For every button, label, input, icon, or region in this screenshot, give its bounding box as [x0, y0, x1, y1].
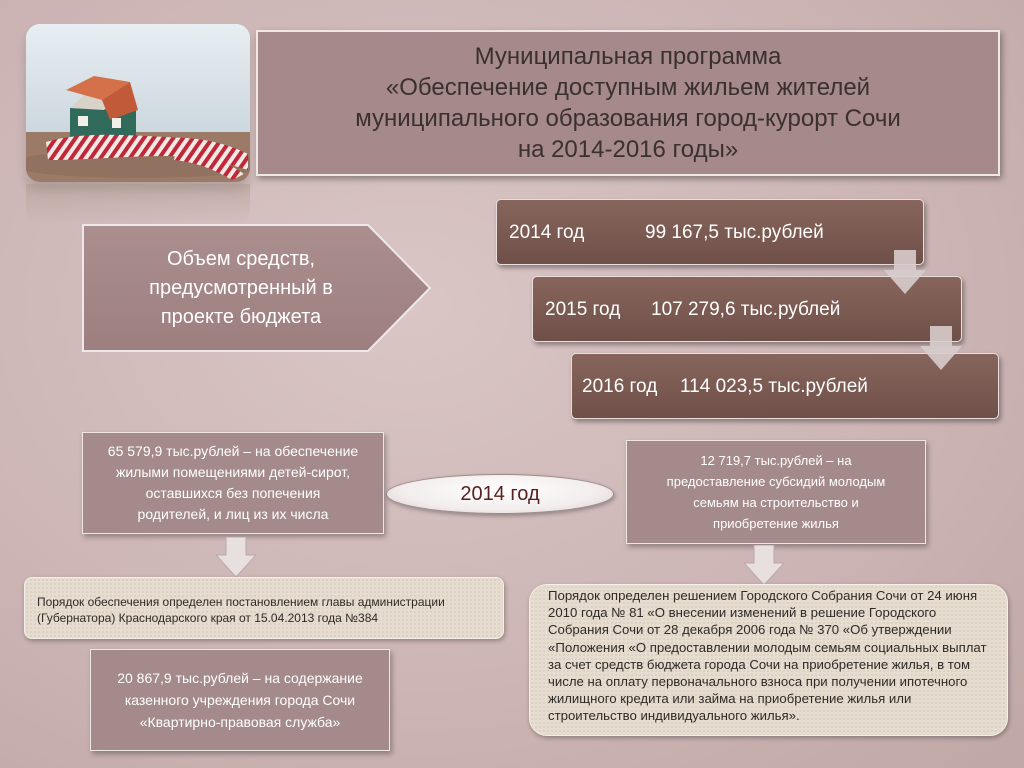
year-bar-2014: [496, 199, 924, 265]
photo-reflection: [26, 184, 250, 224]
year-oval: [386, 474, 614, 514]
house-photo: [26, 24, 250, 182]
young-families-box: [626, 440, 926, 544]
year-label: 2015 год: [545, 299, 621, 320]
housing-service-text: 20 867,9 тыс.рублей – на содержание казенного учреждения города Сочи «Квартирно-правовая служба»: [117, 670, 363, 730]
orphans-housing-box: [82, 432, 384, 534]
page-title: Муниципальная программа «Обеспечение доступным жильем жителей муниципального образования город-курорт Сочи на 2014-2016 годы»: [355, 43, 901, 163]
budget-arrow: [82, 224, 432, 352]
year-label: 2016 год: [582, 376, 658, 397]
down-arrow-icon: [884, 250, 926, 294]
left-note: [24, 577, 504, 639]
young-families-text: 12 719,7 тыс.рублей – на предоставление субсидий молодым семьям на строительство и приобретение жилья: [666, 453, 886, 531]
year-amount: 107 279,6 тыс.рублей: [651, 299, 841, 320]
year-oval-label: 2014 год: [460, 482, 540, 505]
orphans-housing-text: 65 579,9 тыс.рублей – на обеспечение жилыми помещениями детей-сирот, оставшихся без попечения родителей, и лиц из их числа: [107, 443, 359, 522]
right-note: [529, 584, 1008, 736]
year-label: 2014 год: [509, 222, 585, 243]
year-amount: 114 023,5 тыс.рублей: [680, 376, 868, 397]
down-arrow-icon: [920, 326, 962, 370]
year-amount: 99 167,5 тыс.рублей: [645, 222, 824, 243]
down-arrow-icon: [744, 545, 784, 585]
budget-label: Объем средств, предусмотренный в проекте бюджета: [149, 247, 333, 328]
housing-service-box: [90, 649, 390, 751]
title-box: [256, 30, 1000, 176]
down-arrow-icon: [216, 537, 256, 577]
left-note-text: Порядок обеспечения определен постановлением главы администрации (Губернатора) Краснодарского края от 15.04.2013 года №384: [37, 595, 445, 625]
right-note-text: Порядок определен решением Городского Собрания Сочи от 24 июня 2010 года № 81 «О внесении изменений в решение Городского Собрания Сочи от 28 декабря 2006 года № 370 «Об утверждении «Положения «О предоставлении молодым семьям социальных выплат за счет средств бюджета города Сочи на приобретение жилья, в том числе на оплату первоначального взноса при получении ипотечного жилищного кредита или займа на приобретение жилья или строительство индивидуального жилья».: [548, 588, 987, 724]
